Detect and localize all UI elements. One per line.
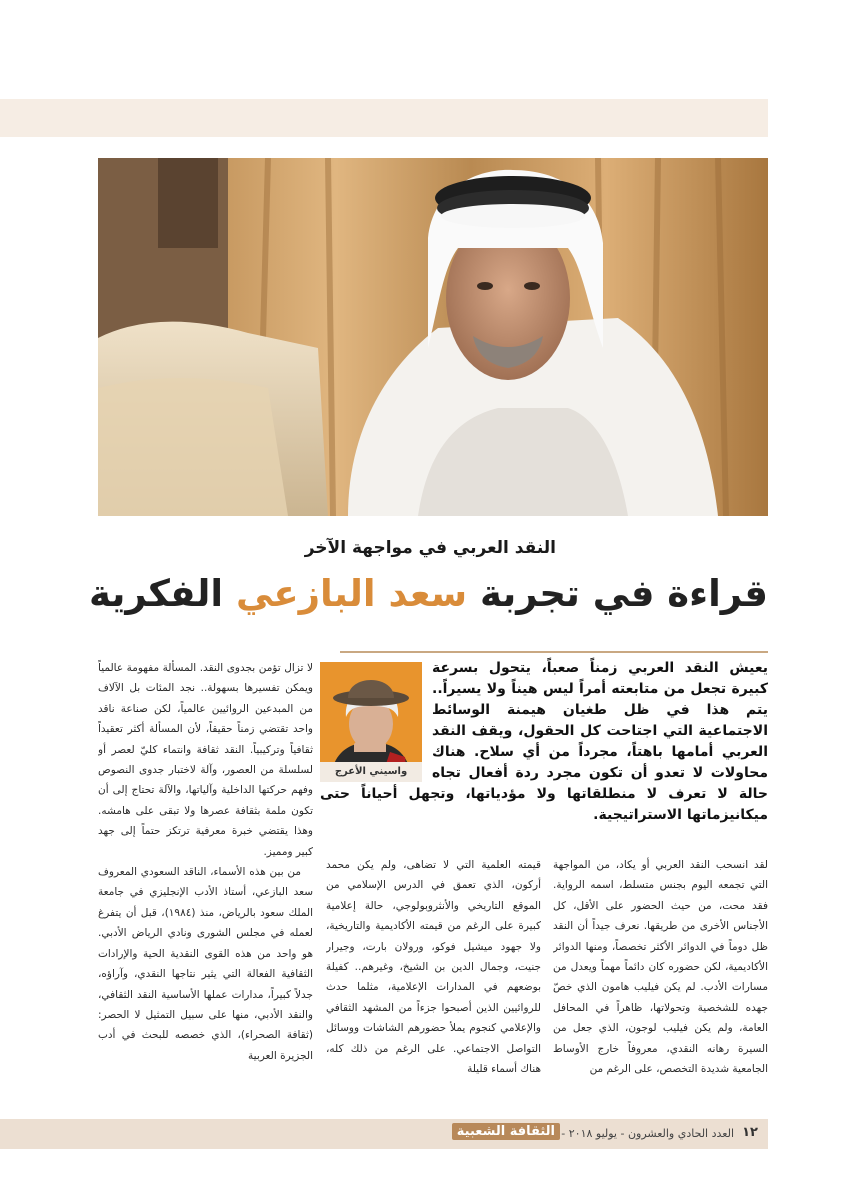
body-paragraph: لا تزال تؤمن بجدوى النقد. المسألة مفهومة عالمياً ويمكن تفسيرها بسهولة.. نجد المئات بل الآلاف من المبدعين الروائيين عالمياً، لكن صناعة ناقد واحد تقتضي زمناً حقيقاً، لأن المسألة أكثر تعقيداً ثقافياً وتركيبياً. النقد ثقافة وانتماء كليّ لعصر أو لسلسلة من العصور، وآلة لاختبار جدوى النصوص وفهم حركتها الداخلية وآلياتها، والآلة تحتاج إلى أن تكون ملمة بثقافة عصرها ولا تبقى على هامشه. وهذا يقتضي خبرة معرفية ترتكز حتماً إلى جهد كبير ومميز. [98, 662, 313, 858]
article-headline [89, 572, 768, 615]
body-paragraph: قيمته العلمية التي لا تضاهى، ولم يكن محمد أركون، الذي تعمق في الدرس الإسلامي من الموقع التاريخي والأنثروبولوجي، حالة إعلامية كبيرة على الرغم من قيمته الأكاديمية والتاريخية، ولا جهود ميشيل فوكو، ورولان بارت، وجيرار جنيت، وجمال الدين بن الشيخ، وغيرهم.. كفيلة بوضعهم في المدارات الإعلامية، مثلما حدث للروائيين الذين أصبحوا جزءاً من المشهد الثقافي والإعلامي كنجوم يملأ حضورهم الشاشات ووسائل التواصل الاجتماعي. على الرغم من ذلك كله، هناك أسماء قليلة [326, 859, 541, 1076]
headline-part-1: قراءة في تجربة [467, 572, 768, 615]
issue-label: العدد الحادي والعشرون - يوليو ٢٠١٨ - [561, 1127, 734, 1140]
headline-name: سعد البازعي [235, 572, 468, 615]
article-kicker: النقد العربي في مواجهة الآخر [304, 538, 556, 558]
lead-paragraph: يعيش النقد العربي زمناً صعباً، يتحول بسرعة كبيرة تجعل من متابعته أمراً ليس هيناً ولا يسيراً.. يتم هذا في ظل طغيان هيمنة الوسائط الاجتماعية التي اجتاحت كل الحقول، ويقف النقد العربي أمامها باهتاً، مجرداً من أي سلاح. هناك محاولات لا تعدو أن تكون مجرد ردة أفعال تجاه حالة لا تعرف لا منطلقاتها ولا مؤدياتها، وتجهل أحياناً حتى ميكانيزماتها الاستراتيجية. [320, 660, 768, 823]
body-paragraph: من بين هذه الأسماء، الناقد السعودي المعروف سعد البازعي، أستاذ الأدب الإنجليزي في جامعة الملك سعود بالرياض، منذ (١٩٨٤)، قبل أن يتفرغ لعمله في مجلس الشورى ونادي الرياض الأدبي. هو واحد من هذه القوى النقدية الحية والإرادات الثقافية الفعالة التي يثير نتاجها النقدي، وآراؤه، جدلاً كبيراً، مدارات عملها الأساسية النقد الثقافي، والنقد الأدبي، منها على سبيل التمثيل لا الحصر: (ثقافة الصحراء)، الذي خصصه للبحث في أدب الجزيرة العربية [98, 866, 313, 1062]
author-photo [320, 662, 422, 782]
headline-part-2: الفكرية [89, 572, 236, 615]
magazine-logo: الثقافة الشعبية [452, 1123, 560, 1140]
body-column-middle [326, 855, 541, 1115]
author-caption: واسيني الأعرج [320, 762, 422, 782]
hero-portrait-photo [98, 158, 768, 516]
body-column-right [553, 855, 768, 1115]
page-number: ١٢ [742, 1125, 758, 1140]
top-header-band [0, 99, 768, 137]
body-paragraph: لقد انسحب النقد العربي أو يكاد، من المواجهة التي تجمعه اليوم بجنس متسلط، اسمه الرواية. فقد محت، من حيث الحضور على الأقل، كل الأجناس الأخرى من طريقها. نعرف جيداً أن النقد ظل دوماً في الدوائر الأكثر تخصصاً، ومنها الدوائر الأكاديمية، لكن حضوره كان دائماً مهماً ويعدل من مسارات الأدب. لم يكن فيليب هامون الذي خصّ جهده للشخصية وتحولاتها، ظاهراً في المحافل العامة، ولم يكن فيليب لوجون، الذي جعل من السيرة رهانه النقدي، معروفاً خارج الأوساط الجامعية شديدة التخصص، على الرغم من [553, 859, 768, 1076]
lead-section [320, 658, 768, 823]
body-column-left [98, 658, 313, 1118]
page-footer [0, 1119, 768, 1149]
lead-divider [340, 651, 768, 653]
